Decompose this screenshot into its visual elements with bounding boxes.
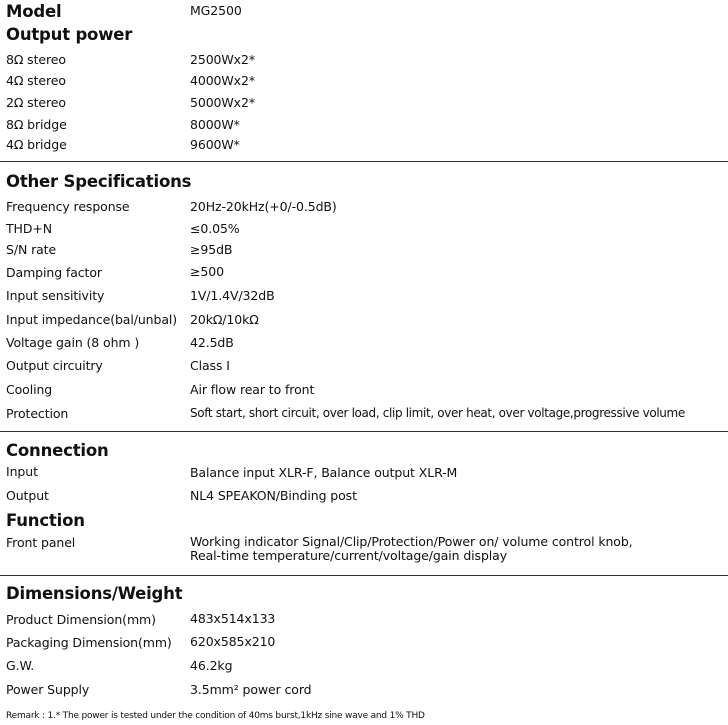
spec-label: Input impedance(bal/unbal) (6, 312, 178, 327)
spec-value: 483x514x133 (190, 611, 276, 626)
spec-label: THD+N (6, 221, 52, 236)
spec-label: Product Dimension(mm) (6, 612, 156, 627)
spec-value: Working indicator Signal/Clip/Protection/Power on/ volume control knob, (190, 534, 633, 549)
remark-footnote: Remark : 1.* The power is tested under the condition of 40ms burst,1kHz sine wave and 1% THD (6, 711, 425, 721)
spec-label: 4Ω bridge (6, 137, 67, 152)
function-heading: Function (6, 511, 85, 530)
section-divider (0, 575, 728, 576)
spec-value: ≤0.05% (190, 221, 240, 236)
spec-value: Real-time temperature/current/voltage/gain display (190, 548, 508, 563)
spec-value: Class I (190, 358, 230, 373)
spec-value: 42.5dB (190, 335, 234, 350)
spec-label: Input sensitivity (6, 288, 105, 303)
spec-label: Frequency response (6, 199, 130, 214)
model-heading: Model (6, 2, 62, 21)
spec-label: Cooling (6, 382, 53, 397)
spec-value: Balance input XLR-F, Balance output XLR-M (190, 465, 458, 480)
spec-label: Power Supply (6, 682, 90, 697)
spec-label: Voltage gain (8 ohm ) (6, 335, 140, 350)
section-divider (0, 161, 728, 162)
spec-value: 20Hz-20kHz(+0/-0.5dB) (190, 199, 337, 214)
spec-value: Air flow rear to front (190, 382, 315, 397)
spec-value: 2500Wx2* (190, 52, 255, 67)
spec-label: Output (6, 488, 49, 503)
spec-value: 4000Wx2* (190, 73, 255, 88)
spec-value: ≥500 (190, 264, 224, 279)
model-value: MG2500 (190, 3, 242, 18)
spec-value: 46.2kg (190, 658, 233, 673)
other-specs-heading: Other Specifications (6, 172, 192, 191)
spec-value: 1V/1.4V/32dB (190, 288, 275, 303)
output-power-heading: Output power (6, 25, 133, 44)
dimensions-heading: Dimensions/Weight (6, 584, 183, 603)
spec-label: 8Ω bridge (6, 117, 67, 132)
spec-value: Soft start, short circuit, over load, clip limit, over heat, over voltage,progressive volume (190, 406, 685, 420)
spec-label: S/N rate (6, 242, 57, 257)
spec-label: 2Ω stereo (6, 95, 66, 110)
spec-label: Front panel (6, 535, 76, 550)
spec-label: 4Ω stereo (6, 73, 66, 88)
spec-label: G.W. (6, 658, 35, 673)
connection-heading: Connection (6, 441, 109, 460)
spec-label: Protection (6, 406, 69, 421)
spec-label: Output circuitry (6, 358, 103, 373)
section-divider (0, 431, 728, 432)
spec-value: 620x585x210 (190, 634, 276, 649)
spec-label: 8Ω stereo (6, 52, 66, 67)
spec-value: 8000W* (190, 117, 240, 132)
spec-label: Packaging Dimension(mm) (6, 635, 172, 650)
spec-value: 3.5mm² power cord (190, 682, 312, 697)
spec-label: Damping factor (6, 265, 102, 280)
spec-value: 9600W* (190, 137, 240, 152)
spec-value: NL4 SPEAKON/Binding post (190, 488, 357, 503)
spec-label: Input (6, 464, 38, 479)
spec-value: 5000Wx2* (190, 95, 255, 110)
spec-value: 20kΩ/10kΩ (190, 312, 259, 327)
spec-value: ≥95dB (190, 242, 233, 257)
